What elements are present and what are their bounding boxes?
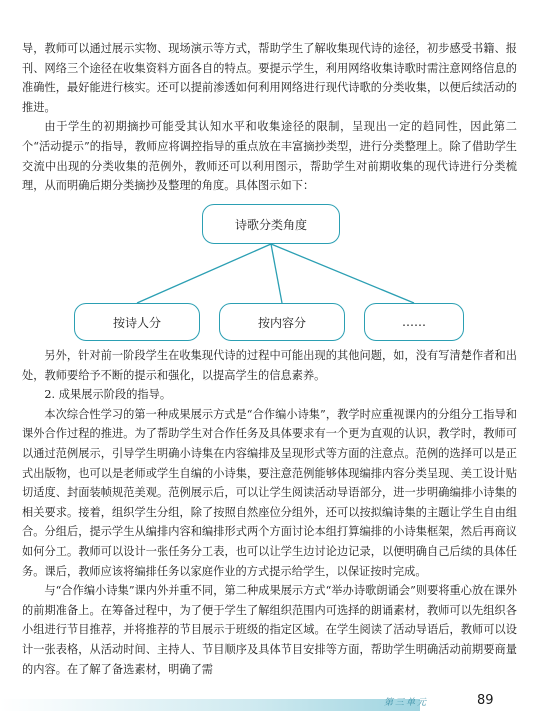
diagram-node-by-poet: 按诗人分 xyxy=(74,303,200,341)
paragraph: 另外，针对前一阶段学生在收集现代诗的过程中可能出现的其他问题，如，没有写清楚作者和出处，教师要给予不断的提示和强化，以提高学生的信息素养。 xyxy=(22,349,517,382)
diagram-root-node: 诗歌分类角度 xyxy=(202,204,340,244)
text-block-top xyxy=(22,39,517,196)
paragraph: 由于学生的初期摘抄可能受其认知水平和收集途径的限制，呈现出一定的趋同性，因此第二个“活动提示”的指导，教师应将调控指导的重点放在丰富摘抄类型，进行分类整理上。除了借助学生交流中出现的分类收集的范例外，教师还可以利用图示，帮助学生对前期收集的现代诗进行分类梳理，从而明确后期分类摘抄及整理的角度。具体图示如下： xyxy=(22,120,517,193)
diagram-node-by-content: 按内容分 xyxy=(219,303,345,341)
section-heading: 2. 成果展示阶段的指导。 xyxy=(44,388,172,402)
paragraph: 导，教师可以通过展示实物、现场演示等方式，帮助学生了解收集现代诗的途径，初步感受书籍、报刊、网络三个途径在收集资料方面各自的特点。要提示学生，利用网络收集诗歌时需注意网络信息的准确性，最好能进行核实。还可以提前渗透如何利用网络进行现代诗歌的分类收集，以便后续活动的推进。 xyxy=(22,42,517,114)
connector-line-left xyxy=(137,244,271,303)
footer-decoration-bar xyxy=(0,699,420,711)
connector-line-middle xyxy=(271,244,282,303)
paragraph: 本次综合性学习的第一种成果展示方式是“合作编小诗集”，教学时应重视课内的分组分工指导和课外合作过程的推进。为了帮助学生对合作任务及具体要求有一个更为直观的认识，教学时，教师可以通过范例展示，引导学生明确小诗集在内容编排及呈现形式等方面的注意点。范例的选择可以是正式出版物，也可以是老师或学生自编的小诗集，要注意范例能够体现编排内容分类呈现、美工设计贴切适度、封面装帧规范美观。范例展示后，可以让学生阅读活动导语部分，进一步明确编排小诗集的相关要求。接着，组织学生分组，除了按照自然座位分组外，还可以按拟编诗集的主题让学生自由组合。分组后，提示学生从编排内容和编排形式两个方面讨论本组打算编排的小诗集框架，然后再商议如何分工。教师可以设计一张任务分工表，也可以让学生边讨论边记录，以便明确自己后续的具体任务。课后，教师应该将编排任务以家庭作业的方式提示给学生，以保证按时完成。 xyxy=(22,407,517,578)
classification-diagram xyxy=(0,196,537,346)
running-title: 第三单元 xyxy=(384,698,429,708)
connector-line-right xyxy=(271,244,414,303)
text-block-bottom xyxy=(22,346,517,679)
diagram-node-more: …… xyxy=(364,303,464,341)
paragraph: 与“合作编小诗集”课内外并重不同，第二种成果展示方式“举办诗歌朗诵会”则要将重心放在课外的前期准备上。在筹备过程中，为了便于学生了解组织范围内可选择的朗诵素材，教师可以先组织各小组进行节目推荐，并将推荐的节目展示于班级的指定区域。在学生阅读了活动导语后，教师可以设计一张表格，从活动时间、主持人、节目顺序及具体节目安排等方面，帮助学生明确活动前期要商量的内容。在了解了备选素材，明确了需 xyxy=(22,584,517,676)
page-footer xyxy=(0,695,537,711)
page-number: 89 xyxy=(477,693,494,708)
